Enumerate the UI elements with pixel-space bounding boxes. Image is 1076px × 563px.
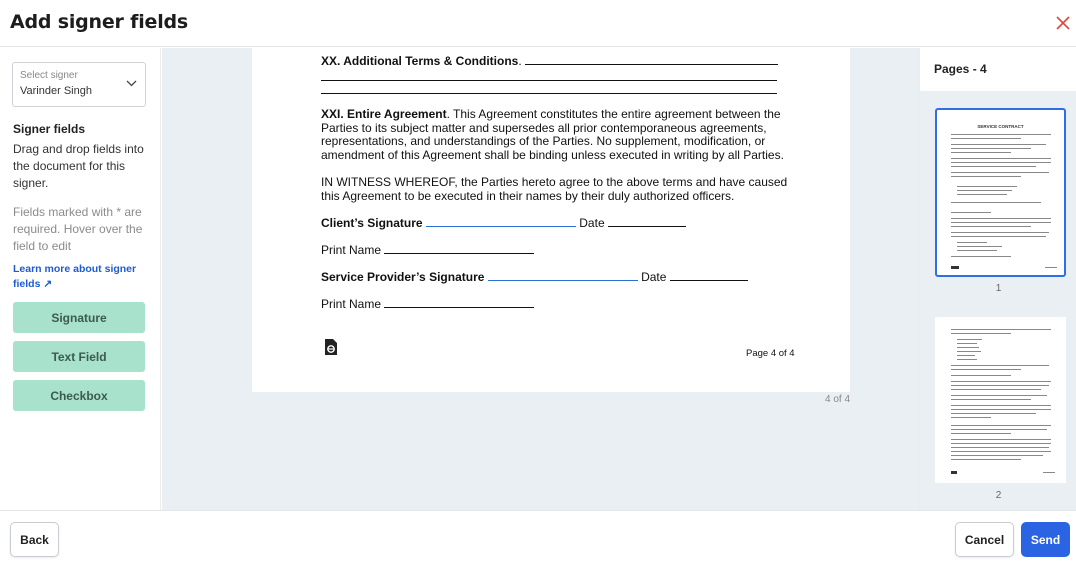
page-counter: 4 of 4 bbox=[825, 394, 851, 405]
client-print-name-label: Print Name bbox=[321, 243, 382, 257]
thumbnail-panel bbox=[919, 48, 1076, 510]
provider-print-name-line bbox=[321, 297, 534, 311]
thumbnail-number-2: 2 bbox=[995, 490, 1002, 501]
text-field-button[interactable]: Text Field bbox=[13, 341, 145, 372]
client-signature-label: Client’s Signature bbox=[321, 216, 423, 230]
close-icon[interactable] bbox=[1053, 13, 1073, 33]
sidebar bbox=[0, 48, 161, 510]
section-xxi bbox=[321, 108, 791, 162]
page-thumbnail-1[interactable] bbox=[935, 108, 1066, 277]
provider-print-name-label: Print Name bbox=[321, 297, 382, 311]
signer-fields-title: Signer fields bbox=[13, 122, 86, 136]
pages-count-label: Pages - 4 bbox=[934, 62, 987, 76]
back-button[interactable]: Back bbox=[10, 522, 59, 557]
thumbnail-number-1: 1 bbox=[995, 283, 1002, 294]
learn-more-link[interactable]: Learn more about signer fields ↗ bbox=[13, 263, 137, 290]
section-xx-title: XX. Additional Terms & Conditions bbox=[321, 54, 519, 68]
signer-select-label: Select signer bbox=[20, 70, 78, 81]
witness-text: IN WITNESS WHEREOF, the Parties hereto agree to the above terms and have caused this Agreement to be executed in their names by their duly authorized officers. bbox=[321, 175, 788, 203]
provider-signature-label: Service Provider’s Signature bbox=[321, 270, 485, 284]
signature-field-button[interactable]: Signature bbox=[13, 302, 145, 333]
client-print-name-line bbox=[321, 243, 534, 257]
section-xxi-title: XXI. Entire Agreement bbox=[321, 107, 447, 121]
document-page bbox=[252, 48, 850, 392]
provider-signature-line bbox=[321, 270, 748, 284]
required-note: Fields marked with * are required. Hover over the field to edit bbox=[13, 205, 143, 253]
signer-select-value: Varinder Singh bbox=[20, 85, 92, 97]
provider-date-label: Date bbox=[641, 270, 667, 284]
chevron-down-icon bbox=[126, 80, 137, 87]
page-thumbnail-2[interactable] bbox=[935, 317, 1066, 483]
cancel-button[interactable]: Cancel bbox=[955, 522, 1014, 557]
document-logo-icon bbox=[324, 338, 338, 356]
signer-select[interactable] bbox=[12, 62, 146, 107]
modal-header bbox=[0, 0, 1076, 47]
thumbnail-header bbox=[920, 48, 1076, 91]
modal-footer bbox=[0, 510, 1076, 563]
page-title: Add signer fields bbox=[10, 11, 189, 33]
thumbnail-title: SERVICE CONTRACT bbox=[977, 124, 1024, 129]
document-viewer bbox=[162, 48, 919, 510]
client-date-label: Date bbox=[579, 216, 605, 230]
section-xx: XX. Additional Terms & Conditions. bbox=[321, 54, 778, 68]
page-footer-number: Page 4 of 4 bbox=[746, 348, 795, 359]
client-signature-line bbox=[321, 216, 686, 230]
section-xxi-text: . This Agreement constitutes the entire agreement between the Parties to its subject matter and supersedes all prior contemporaneous agreements, representations, and understandings of the Parties. No supplement, modification, or amendment of this Agreement shall be binding unless executed in writing by all Parties. bbox=[321, 107, 784, 162]
signer-fields-description: Drag and drop fields into the document for this signer. bbox=[13, 142, 144, 190]
send-button[interactable]: Send bbox=[1021, 522, 1070, 557]
checkbox-field-button[interactable]: Checkbox bbox=[13, 380, 145, 411]
